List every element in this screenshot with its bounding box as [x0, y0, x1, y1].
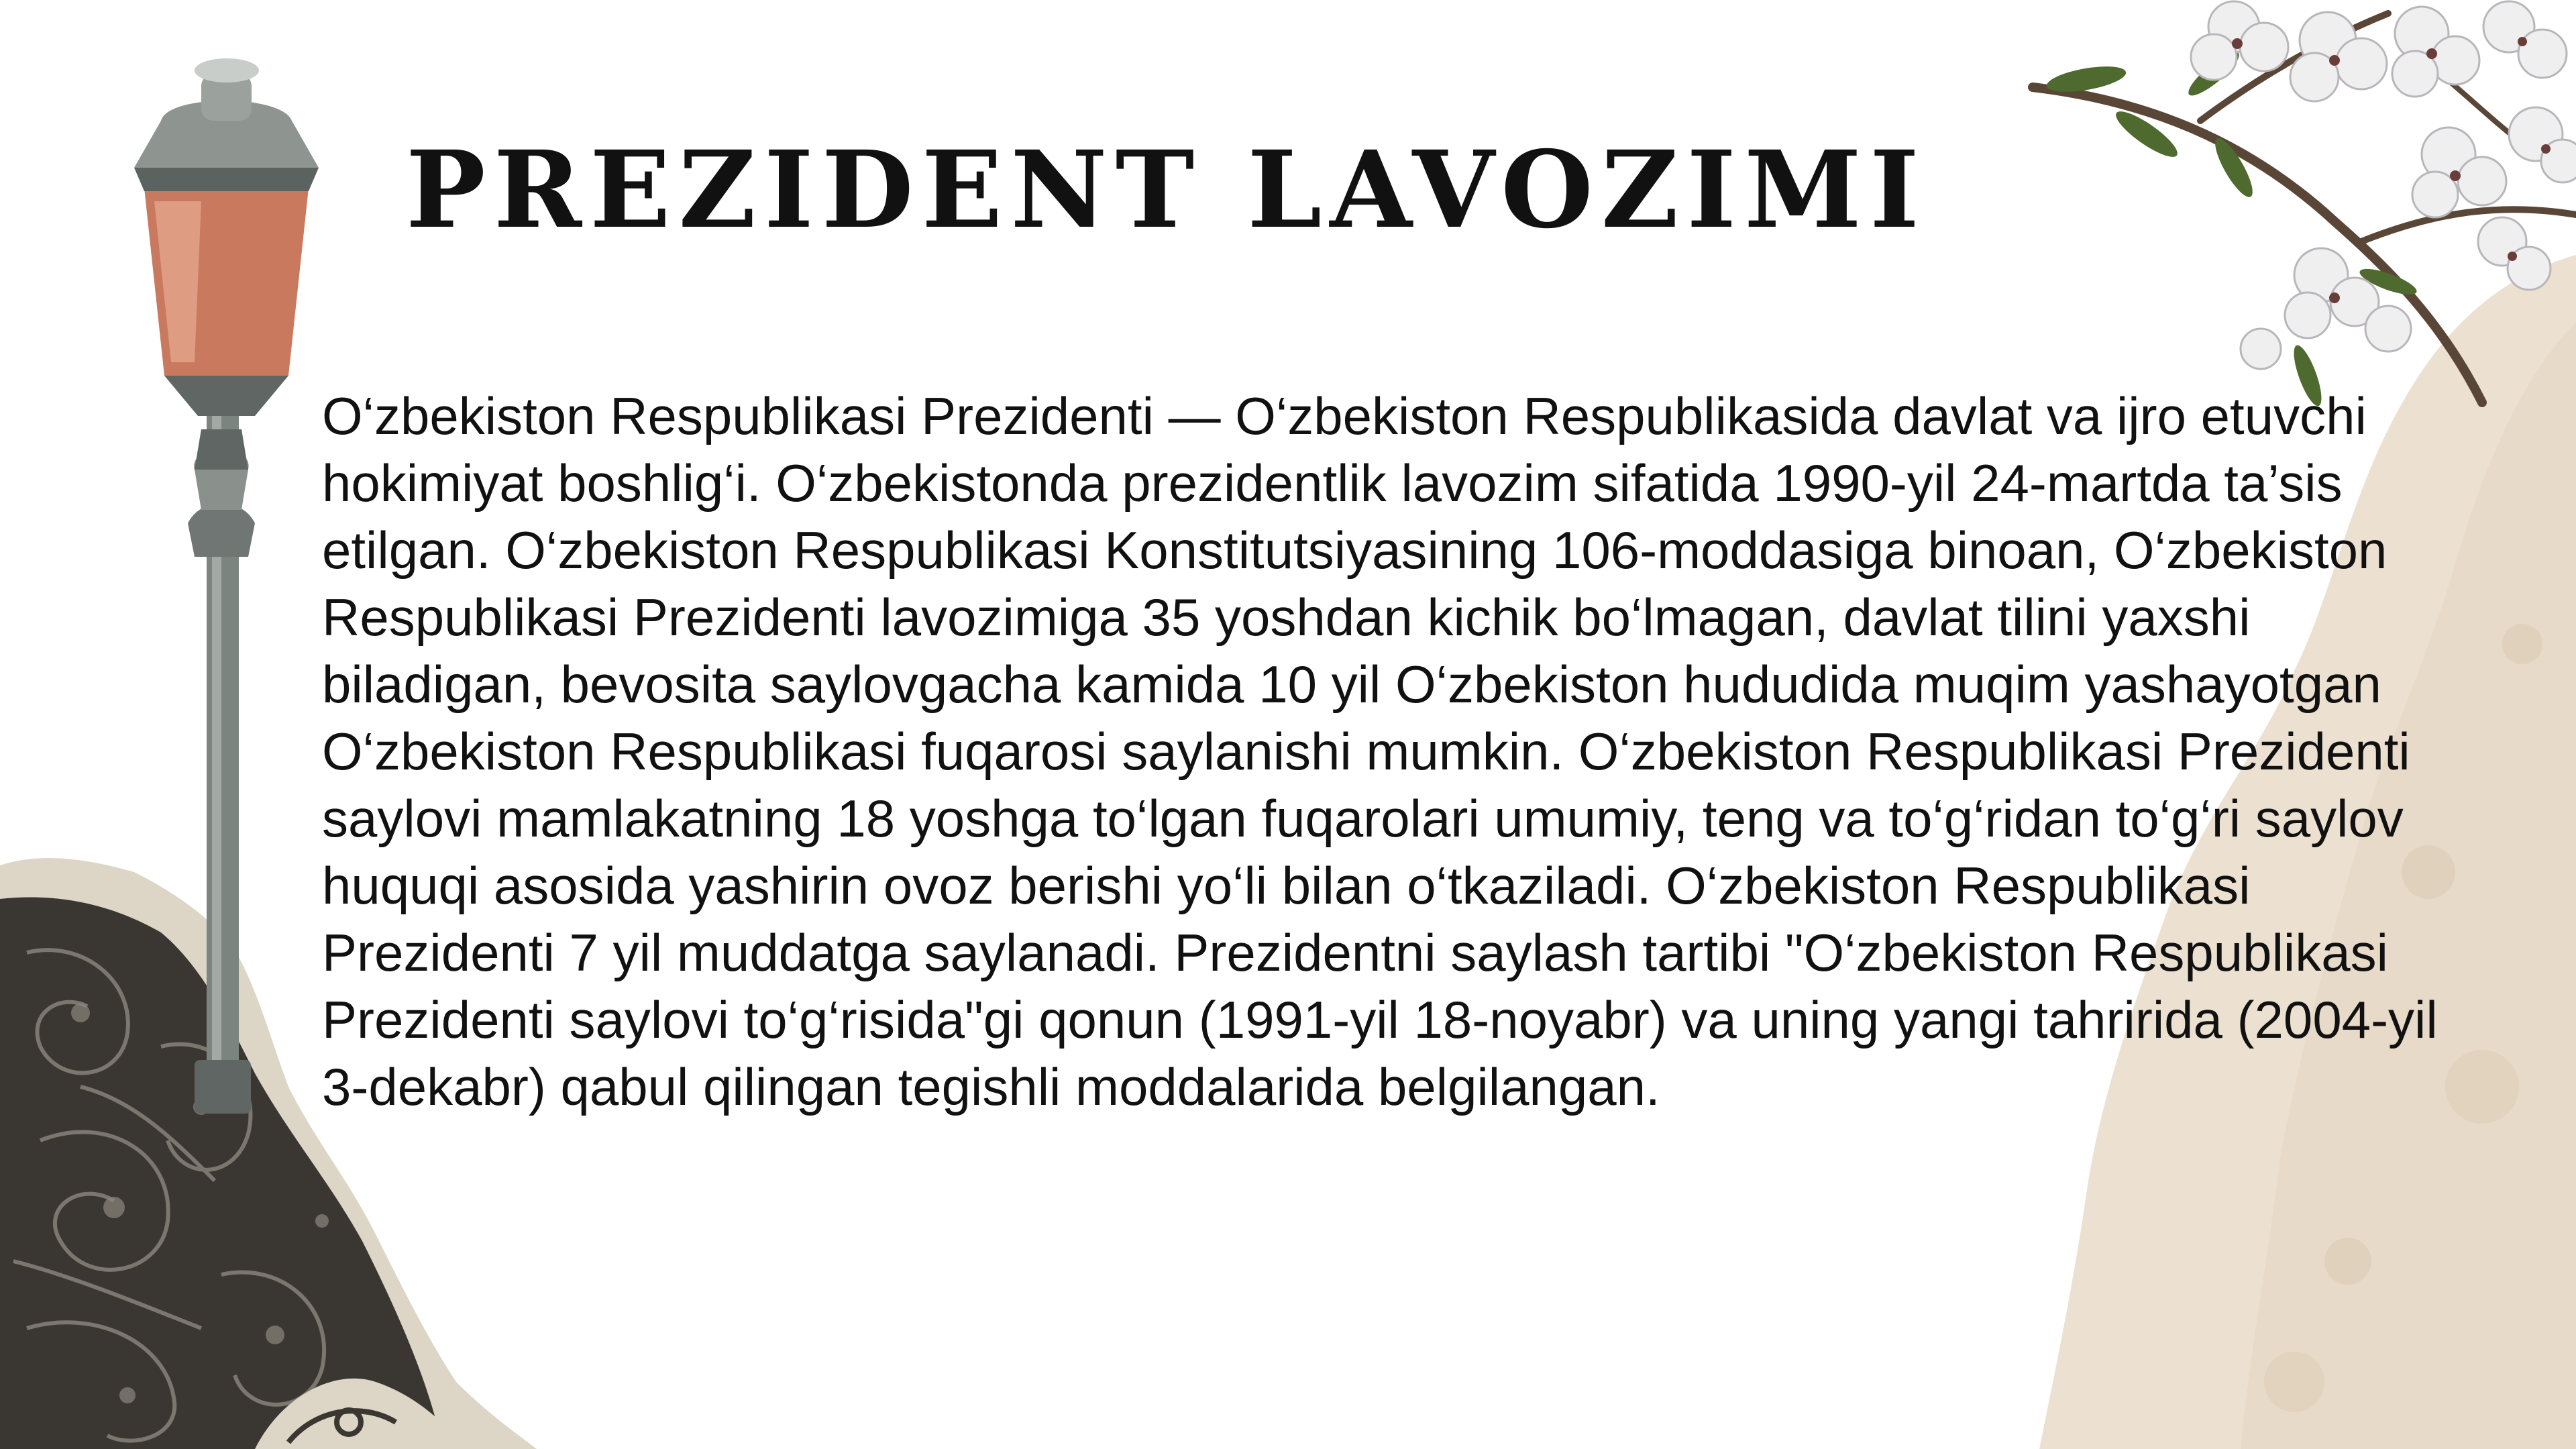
body-paragraph: O‘zbekiston Respublikasi Prezidenti — O‘zbekiston Respublikasida davlat va ijro etuvchi hokimiyat boshlig‘i. O‘zbekistonda prezidentlik lavozim sifatida 1990-yil 24-martda ta’sis etilgan. O‘zbekiston Respublikasi Konstitutsiyasining 106-moddasiga binoan, O‘zbekiston Respublikasi Prezidenti lavozimiga 35 yoshdan kichik bo‘lmagan, davlat tilini yaxshi biladigan, bevosita saylovgacha kamida 10 yil O‘zbekiston hududida muqim yashayotgan O‘zbekiston Respublikasi fuqarosi saylanishi mumkin. O‘zbekiston Respublikasi Prezidenti saylovi mamlakatning 18 yoshga to‘lgan fuqarolari umumiy, teng va to‘g‘ridan to‘g‘ri saylov huquqi asosida yashirin ovoz berishi yo‘li bilan o‘tkaziladi. O‘zbekiston Respublikasi Prezidenti 7 yil muddatga saylanadi. Prezidentni saylash tartibi "O‘zbekiston Respublikasi Prezidenti saylovi to‘g‘risida"gi qonun (1991-yil 18-noyabr) va uning yangi tahririda (2004-yil 3-dekabr) qabul qilingan tegishli moddalarida belgilangan. — [322, 386, 2438, 1116]
slide-title: PREZIDENT LAVOZIMI — [406, 128, 1927, 252]
